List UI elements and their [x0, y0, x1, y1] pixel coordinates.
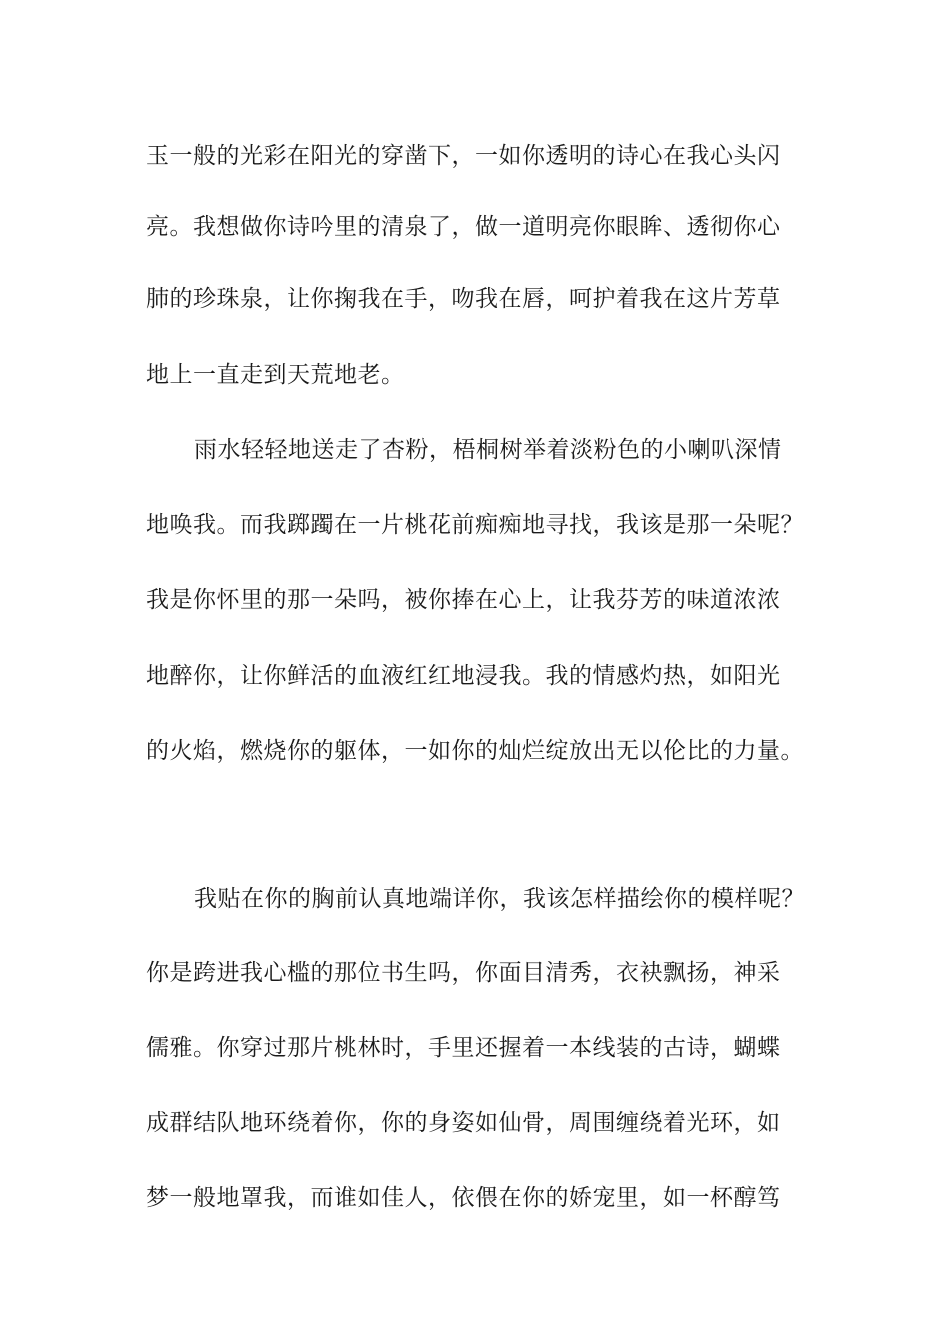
- text-line: 地上一直走到天荒地老。: [146, 362, 405, 388]
- text-line: 肺的珍珠泉，让你掬我在手，吻我在唇，呵护着我在这片芳草: [146, 286, 781, 312]
- text-line: 成群结队地环绕着你，你的身姿如仙骨，周围缠绕着光环，如: [146, 1110, 781, 1136]
- text-line: 亮。我想做你诗吟里的清泉了，做一道明亮你眼眸、透彻你心: [146, 214, 781, 240]
- text-line: 的火焰，燃烧你的躯体，一如你的灿烂绽放出无以伦比的力量。: [146, 738, 804, 764]
- text-line: 我贴在你的胸前认真地端详你，我该怎样描绘你的模样呢？: [194, 886, 805, 912]
- text-line: 雨水轻轻地送走了杏粉，梧桐树举着淡粉色的小喇叭深情: [194, 437, 782, 463]
- text-line: 地醉你，让你鲜活的血液红红地浸我。我的情感灼热，如阳光: [146, 663, 781, 689]
- text-line: 梦一般地罩我，而谁如佳人，依偎在你的娇宠里，如一杯醇笃: [146, 1185, 781, 1211]
- text-line: 儒雅。你穿过那片桃林时，手里还握着一本线装的古诗，蝴蝶: [146, 1035, 781, 1061]
- text-line: 我是你怀里的那一朵吗，被你捧在心上，让我芬芳的味道浓浓: [146, 587, 781, 613]
- text-line: 地唤我。而我踯躅在一片桃花前痴痴地寻找，我该是那一朵呢？: [146, 512, 804, 538]
- text-line: 你是跨进我心槛的那位书生吗，你面目清秀，衣袂飘扬，神采: [146, 960, 781, 986]
- text-line: 玉一般的光彩在阳光的穿凿下，一如你透明的诗心在我心头闪: [146, 143, 781, 169]
